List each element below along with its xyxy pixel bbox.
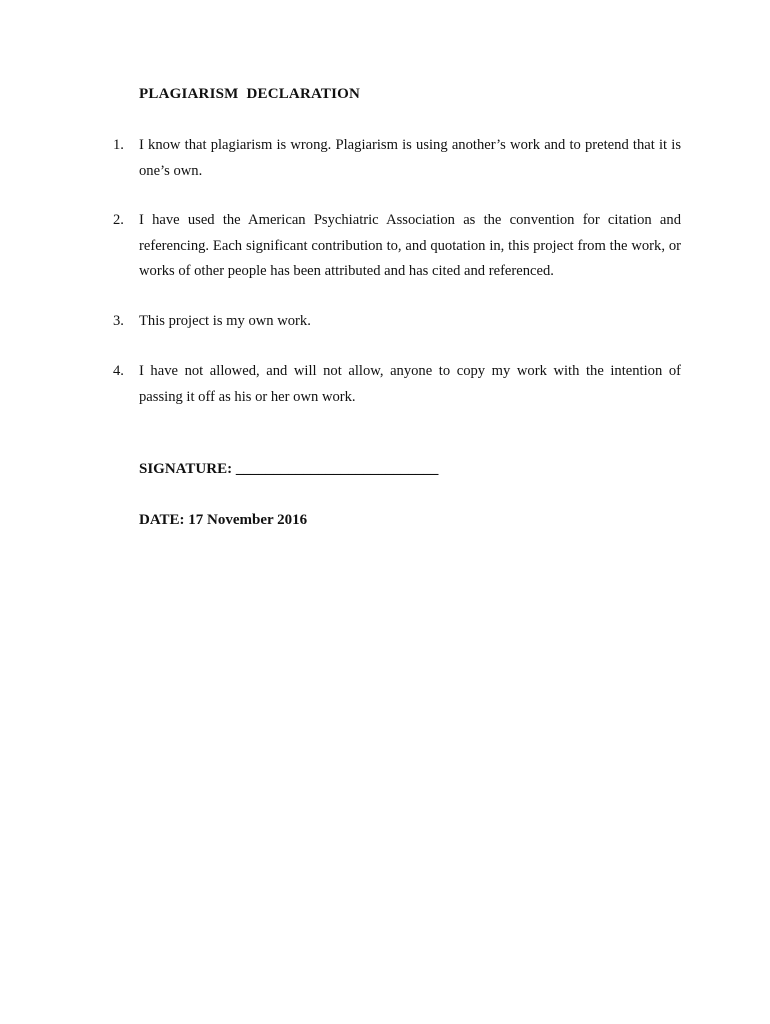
signature-line: SIGNATURE: ___________________________ <box>139 461 439 477</box>
declaration-item-2 <box>113 208 681 285</box>
declaration-item-1 <box>113 133 681 184</box>
declaration-item-4 <box>113 359 681 410</box>
declaration-date: DATE: 17 November 2016 <box>139 512 308 528</box>
item-text: I know that plagiarism is wrong. Plagiarism is using another’s work and to pretend that it is one’s own. <box>139 137 681 179</box>
item-text: I have used the American Psychiatric Association as the convention for citation and referencing. Each significant contribution to, and quotation in, this project from the work, or works of other people has been attributed and has cited and referenced. <box>139 212 681 279</box>
item-number: 1. <box>113 137 124 153</box>
item-number: 2. <box>113 212 124 228</box>
document-title: PLAGIARISM DECLARATION <box>139 86 361 102</box>
item-number: 4. <box>113 363 124 379</box>
item-text: This project is my own work. <box>139 313 311 329</box>
item-text: I have not allowed, and will not allow, anyone to copy my work with the intention of passing it off as his or her own work. <box>139 363 681 405</box>
item-number: 3. <box>113 313 124 329</box>
declaration-item-3 <box>113 309 681 335</box>
